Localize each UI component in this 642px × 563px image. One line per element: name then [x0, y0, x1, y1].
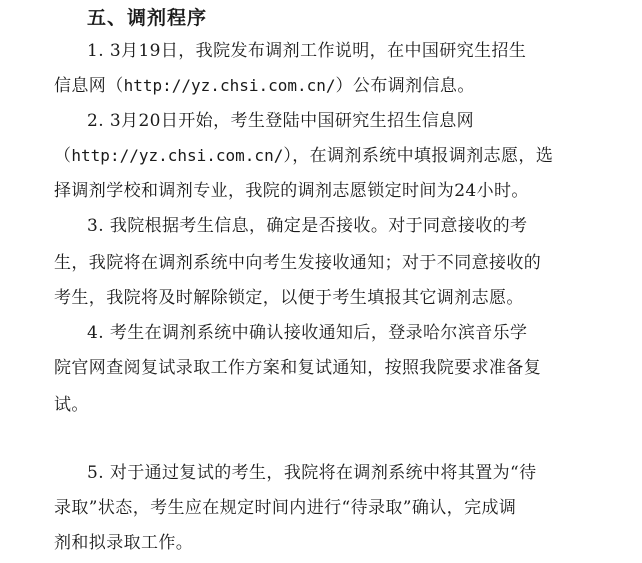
paragraph-1-line-1 [87, 37, 526, 65]
text-run: 考生，我院将及时解除锁定，以便于考生填报其它调剂志愿。 [54, 288, 524, 308]
text-run: 剂和拟录取工作。 [54, 533, 194, 553]
paragraph-3-line-1 [87, 212, 527, 240]
text-run: 信息网（ [54, 76, 124, 96]
text-run: 择调剂学校和调剂专业，我院的调剂志愿锁定时间为24小时。 [54, 181, 529, 201]
paragraph-2-line-1 [87, 107, 474, 135]
paragraph-4-line-3 [54, 391, 89, 419]
chsi-url-link[interactable]: http://yz.chsi.com.cn/ [123, 76, 336, 95]
paragraph-2-line-2 [54, 142, 553, 170]
text-run: 4. 考生在调剂系统中确认接收通知后，登录哈尔滨音乐学 [87, 323, 528, 343]
text-run: 2. 3月20日开始，考生登陆中国研究生招生信息网 [87, 111, 475, 131]
paragraph-3-line-2 [54, 249, 541, 277]
paragraph-1-line-2 [54, 72, 475, 100]
text-run: 试。 [54, 395, 89, 415]
paragraph-2-line-3 [54, 177, 529, 205]
paragraph-5-line-2 [54, 494, 516, 522]
text-run: 1. 3月19日，我院发布调剂工作说明，在中国研究生招生 [87, 41, 527, 61]
text-run: 录取”状态，考生应在规定时间内进行“待录取”确认，完成调 [54, 498, 517, 518]
text-run: （ [54, 146, 72, 166]
paragraph-5-line-1 [87, 459, 537, 487]
paragraph-5-line-3 [54, 529, 193, 557]
paragraph-4-line-2 [54, 354, 541, 382]
text-run: 5. 对于通过复试的考生，我院将在调剂系统中将其置为“待 [87, 463, 537, 483]
section-heading: 五、调剂程序 [87, 7, 208, 29]
paragraph-3-line-3 [54, 284, 524, 312]
text-run: 院官网查阅复试录取工作方案和复试通知，按照我院要求准备复 [54, 358, 542, 378]
text-run: ），在调剂系统中填报调剂志愿，选 [283, 146, 554, 166]
text-run: ）公布调剂信息。 [335, 76, 475, 96]
paragraph-4-line-1 [87, 319, 527, 347]
text-run: 3. 我院根据考生信息，确定是否接收。对于同意接收的考 [87, 216, 528, 236]
text-run: 生，我院将在调剂系统中向考生发接收通知；对于不同意接收的 [54, 253, 542, 273]
chsi-url-link[interactable]: http://yz.chsi.com.cn/ [71, 146, 284, 165]
